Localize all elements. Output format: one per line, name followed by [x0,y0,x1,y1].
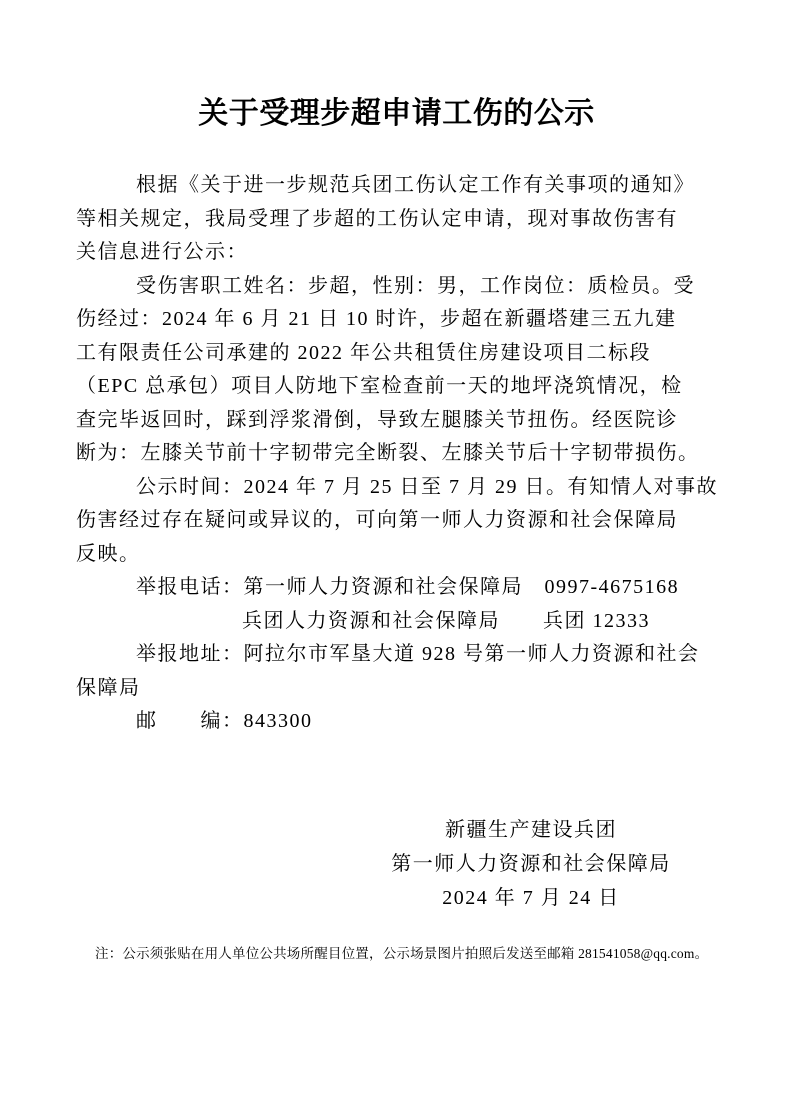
signature-date: 2024 年 7 月 24 日 [442,886,620,909]
document-body [0,169,793,739]
details-line-2: 伤经过：2024 年 6 月 21 日 10 时许，步超在新疆塔建三五九建 [76,308,677,330]
details-line-1: 受伤害职工姓名：步超，性别：男，工作岗位：质检员。受 [136,274,695,297]
details-line-5: 查完毕返回时，踩到浮浆滑倒，导致左腿膝关节扭伤。经医院诊 [76,408,678,431]
report-phone-line-1: 举报电话：第一师人力资源和社会保障局 0997-4675168 [136,576,680,598]
document-title: 关于受理步超申请工伤的公示 [198,97,595,130]
period-line-3: 反映。 [76,542,141,565]
period-line-1: 公示时间：2024 年 7 月 25 日至 7 月 29 日。有知情人对事故 [136,475,718,498]
signature-block [381,813,681,915]
signature-org-line-2: 第一师人力资源和社会保障局 [391,852,671,875]
postal-code-line: 邮 编：843300 [136,710,313,732]
signature-org-line-1: 新疆生产建设兵团 [445,818,617,841]
details-line-6: 断为：左膝关节前十字韧带完全断裂、左膝关节后十字韧带损伤。 [76,442,700,464]
intro-line-3: 关信息进行公示： [76,241,248,263]
footnote: 注：公示须张贴在用人单位公共场所醒目位置，公示场景图片拍照后发送至邮箱 281541058@qq.com。 [95,945,709,961]
details-line-4: （EPC 总承包）项目人防地下室检查前一天的地坪浇筑情况，检 [76,375,683,397]
report-address-line-2: 保障局 [76,676,141,699]
details-line-3: 工有限责任公司承建的 2022 年公共租赁住房建设项目二标段 [76,341,651,364]
report-phone-line-2: 兵团人力资源和社会保障局 兵团 12333 [242,609,650,632]
period-line-2: 伤害经过存在疑问或异议的，可向第一师人力资源和社会保障局 [76,509,678,531]
intro-line-2: 等相关规定，我局受理了步超的工伤认定申请，现对事故伤害有 [76,207,678,230]
intro-line-1: 根据《关于进一步规范兵团工伤认定工作有关事项的通知》 [136,174,695,196]
report-address-line-1: 举报地址：阿拉尔市军垦大道 928 号第一师人力资源和社会 [136,643,700,665]
